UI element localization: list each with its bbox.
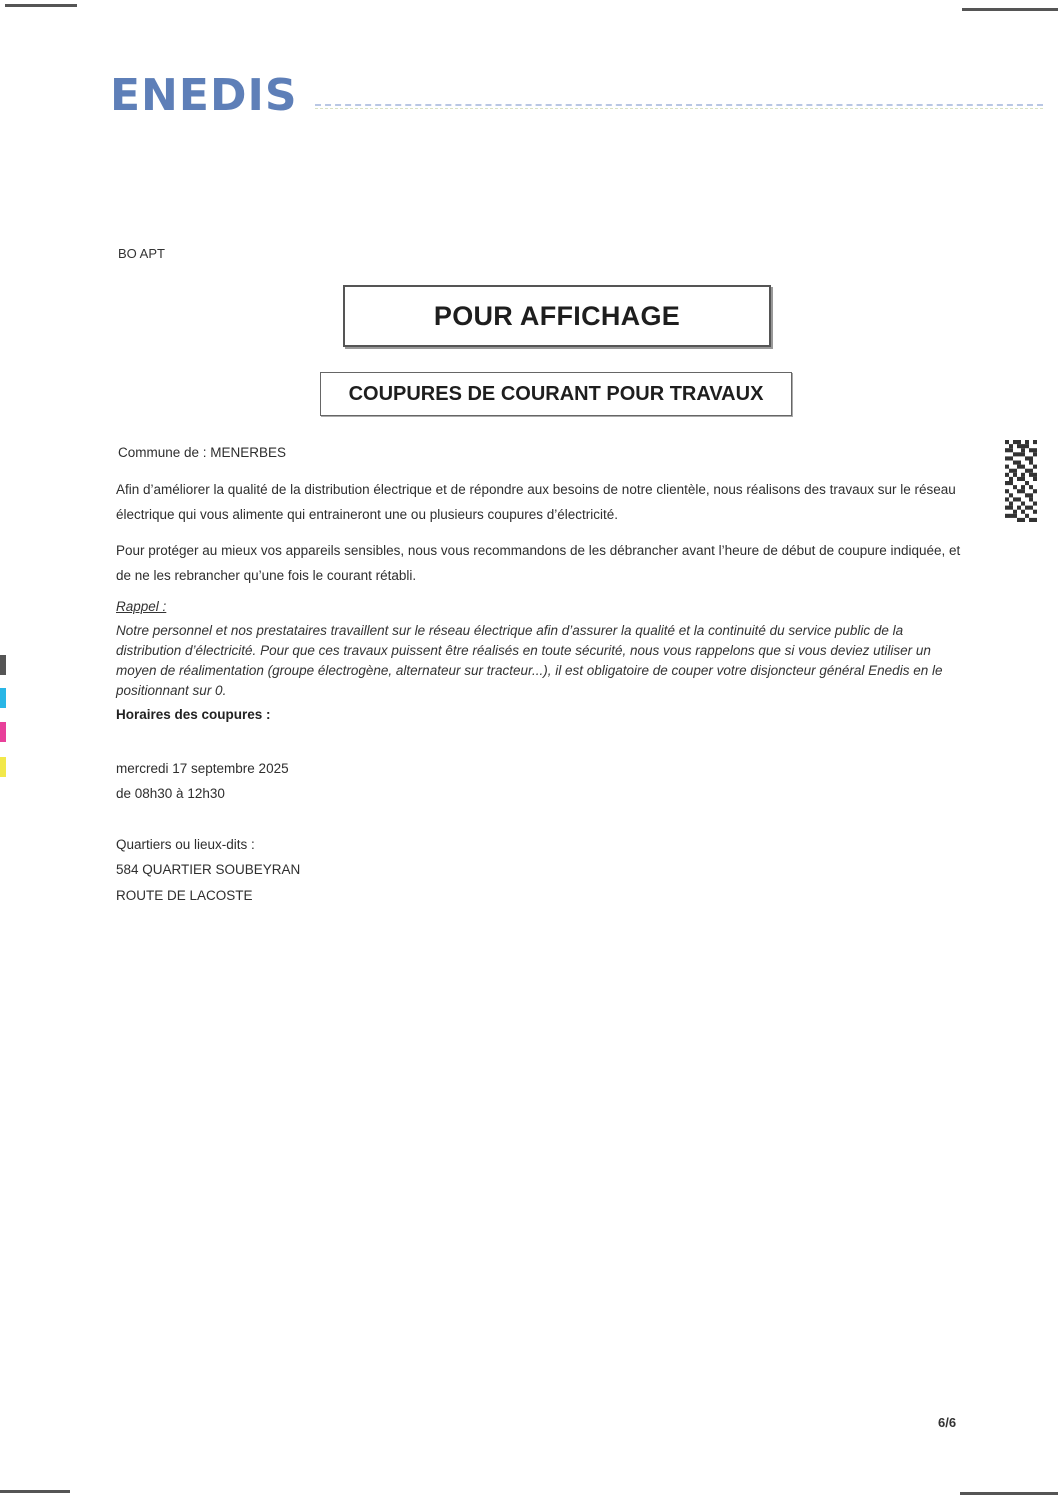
- scan-edge-mark-bottom-right: [960, 1492, 1058, 1495]
- outage-time: de 08h30 à 12h30: [116, 786, 225, 801]
- intro-paragraph: Afin d’améliorer la qualité de la distribution électrique et de répondre aux besoins de notre clientèle, nous réalisons des travaux sur le réseau électrique qui vous alimente qui entraineront une ou plusieurs coupures d’électricité.: [116, 482, 956, 522]
- quartiers-label: Quartiers ou lieux-dits :: [116, 837, 255, 852]
- quartier-item: 584 QUARTIER SOUBEYRAN: [116, 862, 301, 877]
- scan-edge-mark-top-right: [962, 8, 1058, 11]
- color-mark-yellow: [0, 757, 6, 777]
- sub-title: COUPURES DE COURANT POUR TRAVAUX: [348, 382, 764, 405]
- outage-date: mercredi 17 septembre 2025: [116, 761, 289, 776]
- horaires-label: Horaires des coupures :: [116, 707, 271, 722]
- service-code: BO APT: [118, 246, 165, 261]
- quartier-item: ROUTE DE LACOSTE: [116, 888, 253, 903]
- scan-edge-mark-bottom-left: [0, 1490, 70, 1493]
- color-mark-cyan: [0, 688, 6, 708]
- rappel-title: Rappel :: [116, 599, 167, 614]
- logo-dashed-line-secondary: [315, 108, 1043, 109]
- qr-code-icon: [1005, 440, 1037, 522]
- logo-dashed-line: [315, 104, 1043, 106]
- color-mark-magenta: [0, 722, 6, 742]
- main-title: POUR AFFICHAGE: [433, 300, 681, 331]
- advice-paragraph: Pour protéger au mieux vos appareils sensibles, nous vous recommandons de les débrancher avant l’heure de début de coupure indiquée, et de ne les rebrancher qu’une fois le courant rétabli.: [116, 543, 961, 583]
- main-title-box: [343, 285, 771, 347]
- sub-title-box: [320, 372, 792, 416]
- color-mark-gray: [0, 655, 6, 675]
- commune: Commune de : MENERBES: [118, 445, 287, 460]
- scan-edge-mark-top-left: [5, 4, 77, 7]
- enedis-logo: ENEDIS: [110, 70, 298, 121]
- page-number: 6/6: [938, 1415, 957, 1430]
- rappel-text: Notre personnel et nos prestataires travaillent sur le réseau électrique afin d’assurer la qualité et la continuité du service public de la distribution d’électricité. Pour que ces travaux puissent être réalisés en toute sécurité, nous vous rappelons que si vous deviez utiliser un moyen de réalimentation (groupe électrogène, alternateur sur tracteur...), il est obligatoire de couper votre disjoncteur général Enedis en le positionnant sur 0.: [116, 623, 943, 698]
